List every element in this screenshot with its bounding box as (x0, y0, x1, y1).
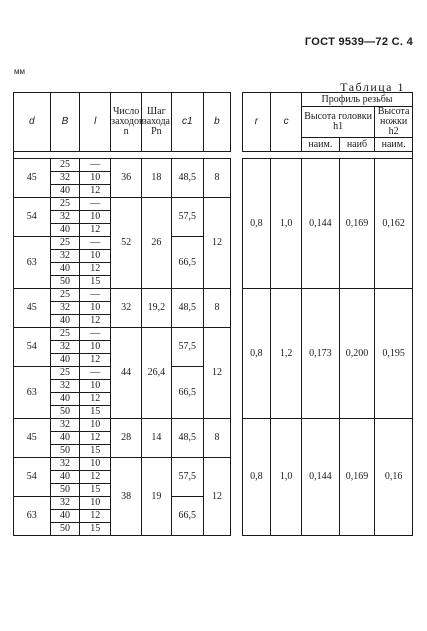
cell-B: 40 (50, 315, 80, 328)
header-profile: Профиль резьбы (302, 93, 413, 107)
cell-h2: 0,16 (375, 419, 413, 536)
cell-r: 0,8 (242, 289, 271, 419)
cell-d: 63 (14, 497, 51, 536)
cell-B: 40 (50, 263, 80, 276)
cell-B: 32 (50, 341, 80, 354)
header-r: r (242, 93, 271, 152)
cell-B: 32 (50, 302, 80, 315)
table-row (14, 159, 413, 172)
cell-h2: 0,195 (375, 289, 413, 419)
cell-l: — (80, 328, 111, 341)
cell-l: 12 (80, 185, 111, 198)
cell-B: 40 (50, 224, 80, 237)
cell-c1: 66,5 (171, 367, 203, 419)
cell-b: 8 (203, 289, 230, 328)
header-spacer (231, 93, 242, 152)
table-title: Таблица 1 (340, 80, 405, 94)
header-h1-max: наиб (339, 138, 374, 152)
cell-B: 25 (50, 198, 80, 211)
cell-B: 50 (50, 484, 80, 497)
cell-r: 0,8 (242, 419, 271, 536)
cell-l: — (80, 367, 111, 380)
cell-n: 38 (111, 458, 142, 536)
cell-b: 8 (203, 159, 230, 198)
gap-row (14, 152, 413, 159)
cell-l: 10 (80, 458, 111, 471)
cell-B: 32 (50, 211, 80, 224)
cell-d: 45 (14, 159, 51, 198)
cell-l: — (80, 237, 111, 250)
thread-table (13, 92, 413, 536)
cell-B: 32 (50, 172, 80, 185)
cell-spacer (231, 289, 242, 419)
cell-B: 32 (50, 380, 80, 393)
cell-l: 10 (80, 497, 111, 510)
header-h2: Высота ножки h2 (375, 107, 413, 138)
cell-B: 25 (50, 367, 80, 380)
cell-n: 32 (111, 289, 142, 328)
cell-n: 52 (111, 198, 142, 289)
header-b: b (203, 93, 230, 152)
cell-b: 8 (203, 419, 230, 458)
cell-l: 15 (80, 523, 111, 536)
cell-Pn: 19,2 (142, 289, 172, 328)
cell-spacer (231, 159, 242, 289)
cell-l: 15 (80, 484, 111, 497)
cell-b: 12 (203, 198, 230, 289)
cell-h1-max: 0,169 (339, 419, 374, 536)
cell-B: 50 (50, 406, 80, 419)
cell-h1-min: 0,144 (302, 159, 340, 289)
cell-l: 12 (80, 432, 111, 445)
cell-l: 12 (80, 510, 111, 523)
cell-l: 12 (80, 315, 111, 328)
cell-Pn: 26,4 (142, 328, 172, 419)
cell-c1: 66,5 (171, 237, 203, 289)
cell-h1-min: 0,144 (302, 419, 340, 536)
standard-header: ГОСТ 9539—72 С. 4 (304, 36, 413, 48)
cell-n: 28 (111, 419, 142, 458)
header-h2-min: наим. (375, 138, 413, 152)
header-Pn: Шаг захода Pn (142, 93, 172, 152)
cell-l: 12 (80, 224, 111, 237)
cell-l: 12 (80, 393, 111, 406)
cell-c: 1,0 (271, 419, 302, 536)
cell-B: 32 (50, 250, 80, 263)
cell-spacer (231, 419, 242, 536)
header-row (14, 93, 413, 107)
cell-B: 25 (50, 328, 80, 341)
header-c: c (271, 93, 302, 152)
cell-c1: 48,5 (171, 159, 203, 198)
cell-Pn: 19 (142, 458, 172, 536)
cell-c1: 48,5 (171, 419, 203, 458)
cell-l: 10 (80, 380, 111, 393)
cell-d: 45 (14, 419, 51, 458)
cell-n: 44 (111, 328, 142, 419)
cell-l: — (80, 289, 111, 302)
cell-B: 25 (50, 159, 80, 172)
cell-l: — (80, 198, 111, 211)
cell-d: 54 (14, 458, 51, 497)
cell-B: 40 (50, 185, 80, 198)
cell-B: 25 (50, 289, 80, 302)
cell-c: 1,2 (271, 289, 302, 419)
cell-B: 50 (50, 445, 80, 458)
cell-l: 10 (80, 419, 111, 432)
cell-l: 12 (80, 263, 111, 276)
cell-h1-max: 0,169 (339, 159, 374, 289)
cell-c1: 57,5 (171, 198, 203, 237)
cell-c1: 66,5 (171, 497, 203, 536)
header-h1-min: наим. (302, 138, 340, 152)
unit-label: мм (14, 67, 25, 76)
cell-B: 40 (50, 471, 80, 484)
header-d: d (14, 93, 51, 152)
cell-c1: 57,5 (171, 458, 203, 497)
cell-d: 63 (14, 237, 51, 289)
cell-n: 36 (111, 159, 142, 198)
cell-d: 45 (14, 289, 51, 328)
cell-l: 12 (80, 471, 111, 484)
cell-l: 12 (80, 354, 111, 367)
header-n: Число заходов n (111, 93, 142, 152)
cell-d: 54 (14, 198, 51, 237)
cell-B: 32 (50, 419, 80, 432)
cell-b: 12 (203, 458, 230, 536)
cell-l: 10 (80, 211, 111, 224)
gap (14, 152, 413, 159)
cell-d: 54 (14, 328, 51, 367)
cell-B: 32 (50, 458, 80, 471)
cell-l: 10 (80, 250, 111, 263)
cell-c: 1,0 (271, 159, 302, 289)
header-h1: Высота головки h1 (302, 107, 375, 138)
cell-B: 50 (50, 276, 80, 289)
cell-B: 40 (50, 432, 80, 445)
cell-l: 15 (80, 445, 111, 458)
cell-h2: 0,162 (375, 159, 413, 289)
cell-l: 10 (80, 302, 111, 315)
cell-B: 40 (50, 393, 80, 406)
cell-l: — (80, 159, 111, 172)
cell-l: 10 (80, 172, 111, 185)
cell-B: 25 (50, 237, 80, 250)
header-c1: c1 (171, 93, 203, 152)
header-l: l (80, 93, 111, 152)
cell-l: 15 (80, 276, 111, 289)
cell-B: 40 (50, 510, 80, 523)
cell-c1: 57,5 (171, 328, 203, 367)
cell-r: 0,8 (242, 159, 271, 289)
cell-Pn: 26 (142, 198, 172, 289)
cell-Pn: 18 (142, 159, 172, 198)
cell-h1-min: 0,173 (302, 289, 340, 419)
cell-l: 10 (80, 341, 111, 354)
cell-B: 32 (50, 497, 80, 510)
cell-l: 15 (80, 406, 111, 419)
cell-B: 40 (50, 354, 80, 367)
cell-c1: 48,5 (171, 289, 203, 328)
cell-h1-max: 0,200 (339, 289, 374, 419)
header-B: B (50, 93, 80, 152)
cell-Pn: 14 (142, 419, 172, 458)
cell-d: 63 (14, 367, 51, 419)
cell-B: 50 (50, 523, 80, 536)
cell-b: 12 (203, 328, 230, 419)
